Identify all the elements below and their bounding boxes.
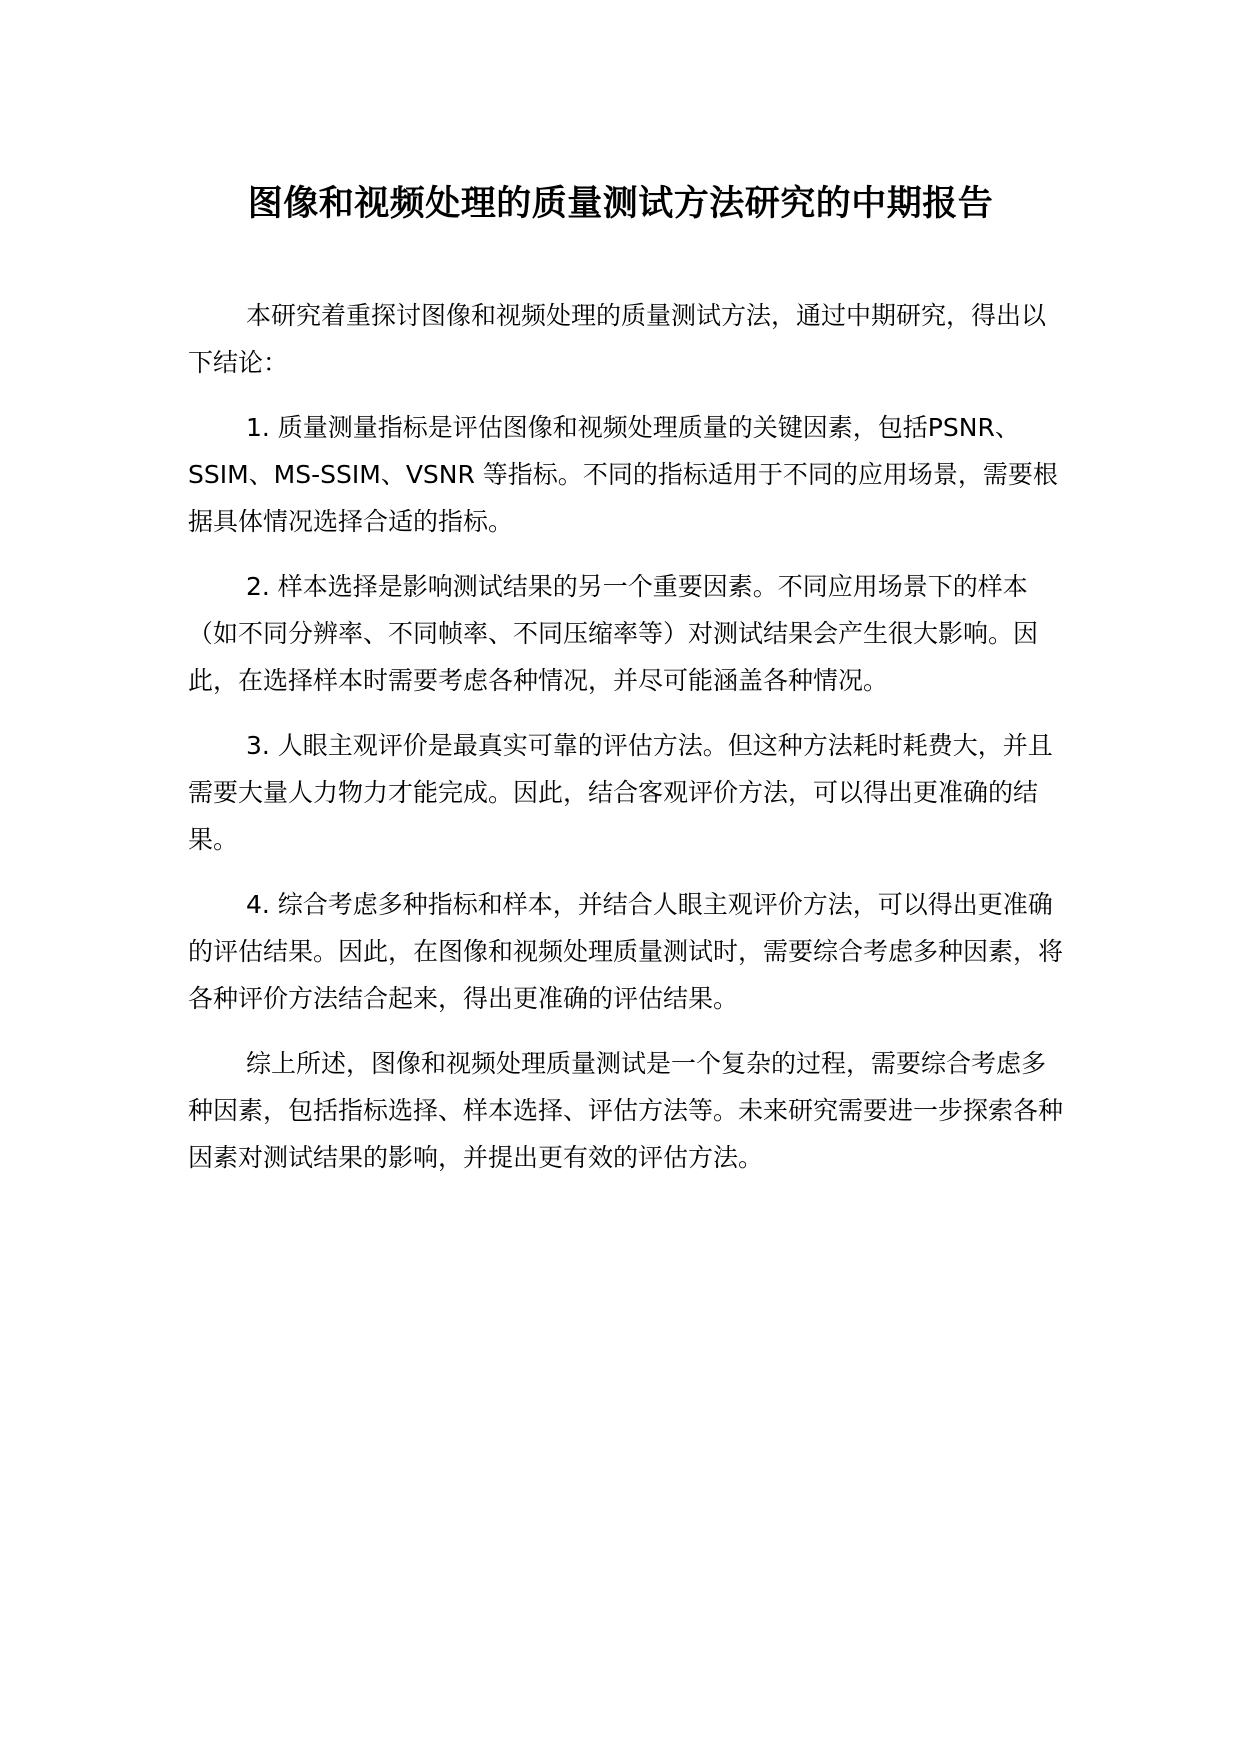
conclusion-2-paragraph: 2. 样本选择是影响测试结果的另一个重要因素。不同应用场景下的样本（如不同分辨率、不同帧率、不同压缩率等）对测试结果会产生很大影响。因此，在选择样本时需要考虑各种情况，并尽可能涵盖各种情况。 [188,572,1039,695]
document-body [188,292,1068,1199]
conclusion-4-paragraph: 4. 综合考虑多种指标和样本，并结合人眼主观评价方法，可以得出更准确的评估结果。因此，在图像和视频处理质量测试时，需要综合考虑多种因素，将各种评价方法结合起来，得出更准确的评估结果。 [188,890,1064,1013]
summary-paragraph: 综上所述，图像和视频处理质量测试是一个复杂的过程，需要综合考虑多种因素，包括指标选择、样本选择、评估方法等。未来研究需要进一步探索各种因素对测试结果的影响，并提出更有效的评估方法。 [188,1049,1064,1172]
conclusion-3-paragraph: 3. 人眼主观评价是最真实可靠的评估方法。但这种方法耗时耗费大，并且需要大量人力物力才能完成。因此，结合客观评价方法，可以得出更准确的结果。 [188,731,1053,854]
document-title: 图像和视频处理的质量测试方法研究的中期报告 [247,184,994,224]
intro-paragraph: 本研究着重探讨图像和视频处理的质量测试方法，通过中期研究，得出以下结论： [188,301,1047,377]
conclusion-1-paragraph: 1. 质量测量指标是评估图像和视频处理质量的关键因素，包括PSNR、SSIM、MS-SSIM、VSNR 等指标。不同的指标适用于不同的应用场景，需要根据具体情况选择合适的指标。 [188,413,1058,536]
